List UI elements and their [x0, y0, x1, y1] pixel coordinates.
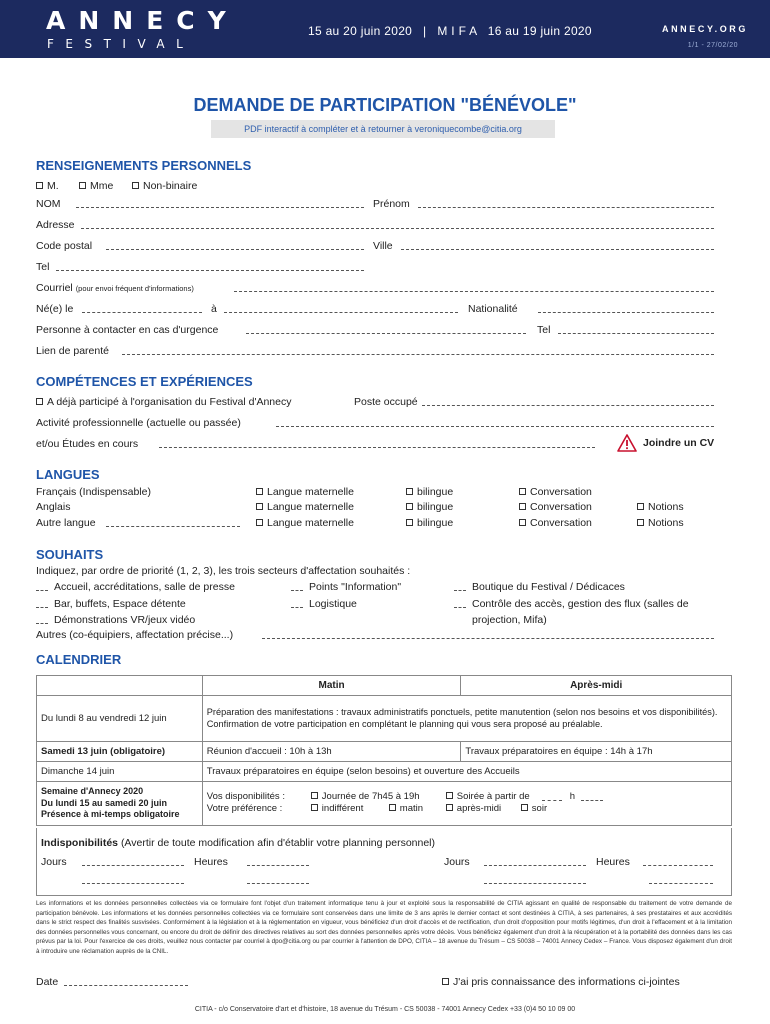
wishes-row: [36, 613, 736, 627]
wishes-row: [36, 597, 736, 611]
birthdate-label: Né(e) le: [36, 303, 74, 315]
checkbox[interactable]: [36, 398, 43, 405]
option-apres-midi[interactable]: après-midi: [446, 803, 501, 814]
birth-row: [36, 302, 736, 316]
priority-field[interactable]: [291, 607, 303, 608]
language-row: [36, 485, 736, 499]
postal-row: [36, 239, 736, 253]
checkbox[interactable]: [311, 804, 318, 811]
participated-row: [36, 395, 736, 409]
checkbox[interactable]: [311, 792, 318, 799]
other-language-field[interactable]: [106, 526, 240, 527]
adresse-label: Adresse: [36, 219, 75, 231]
courriel-field[interactable]: [234, 291, 714, 292]
option-conversation[interactable]: Conversation: [519, 516, 592, 530]
courriel-label: Courriel (pour envoi fréquent d'informations): [36, 282, 194, 294]
jours-field[interactable]: [82, 883, 184, 884]
heures-label: Heures: [596, 856, 630, 868]
option-indifferent[interactable]: indifférent: [311, 803, 364, 814]
section-personal: RENSEIGNEMENTS PERSONNELS: [36, 158, 252, 173]
page-title: DEMANDE DE PARTICIPATION "BÉNÉVOLE": [193, 95, 577, 115]
studies-label: et/ou Études en cours: [36, 438, 139, 450]
checkbox[interactable]: [519, 488, 526, 495]
page-subtitle: PDF interactif à compléter et à retourner à veroniquecombe@citia.org: [211, 120, 555, 138]
soiree-hour-field[interactable]: [542, 800, 562, 801]
emergency-tel-field[interactable]: [558, 333, 714, 334]
checkbox[interactable]: [406, 503, 413, 510]
sector-label: Boutique du Festival / Dédicaces: [472, 581, 625, 593]
festival-dates: 15 au 20 juin 2020 | M I F A 16 au 19 juin 2020: [308, 24, 592, 38]
signature-row: [36, 975, 736, 989]
civility-row: [36, 179, 736, 193]
table-header-row: [37, 676, 732, 696]
checkbox[interactable]: [519, 503, 526, 510]
legal-notice: Les informations et les données personnelles collectées via ce formulaire font l'objet d'un traitement informatique tenu à jour et exploité sous la responsabilité de CITIA agissant en qualité de responsable du traitement de votre demande de participation bénévole. Les informations et les données personnelles collectées via ce formulaire sont conservées dans une limite de 3 ans après le dernier contact et sont destinées à CITIA, à ses partenaires, à ses prestataires et aux accrédités dans le strict respect des finalités susvisées. Conformément à la législation et à la réglementation en vigueur, vous bénéficiez d'un droit d'accès et de rectification, d'un droit d'opposition pour motifs légitimes, d'un droit à l'effacement et à la limitation des données personnelles vous concernant, ou encore du droit de définir des directives relatives au sort des données personnelles après votre décès. Vous bénéficiez également d'un droit à la récupération et à la portabilité des données dans les cas prévus par la loi. Pour l'exercice de ces droits, veuillez nous contacter par courriel à dpo@citia.org ou par courrier à l'attention de DPO, CITIA – 18 avenue du Trésum – CS 50038 – 74001 Annecy Cedex – France. Vous disposez également d'un droit à introduire une réclamation auprès de la CNIL.: [36, 900, 732, 955]
unavailability-row: [41, 873, 731, 887]
hour-unit: h: [569, 790, 576, 802]
header-bar: [0, 0, 770, 58]
participated-option[interactable]: A déjà participé à l'organisation du Festival d'Annecy: [36, 395, 292, 409]
name-row: [36, 197, 736, 211]
postal-field[interactable]: [106, 249, 364, 250]
checkbox[interactable]: [256, 519, 263, 526]
website-link[interactable]: ANNECY.ORG: [661, 24, 748, 34]
civility-mme[interactable]: Mme: [79, 179, 113, 193]
option-bilingual[interactable]: bilingue: [406, 500, 453, 514]
section-languages: LANGUES: [36, 467, 100, 482]
unavailability-title: Indisponibilités (Avertir de toute modification afin d'établir votre planning personnel): [41, 837, 436, 849]
heures-field[interactable]: [247, 883, 309, 884]
language-row: [36, 516, 736, 530]
sector-label: Logistique: [309, 598, 357, 610]
option-bilingual[interactable]: bilingue: [406, 516, 453, 530]
email-row: [36, 281, 736, 295]
tel-field[interactable]: [56, 270, 364, 271]
birthplace-field[interactable]: [224, 312, 458, 313]
row-label: Dimanche 14 juin: [37, 762, 203, 782]
nationality-field[interactable]: [538, 312, 714, 313]
checkbox[interactable]: [256, 503, 263, 510]
nationality-label: Nationalité: [468, 303, 518, 315]
row-matin: Réunion d'accueil : 10h à 13h: [202, 742, 461, 762]
relation-field[interactable]: [122, 354, 714, 355]
table-row: [37, 742, 732, 762]
emergency-row: [36, 323, 736, 337]
activity-row: [36, 416, 736, 430]
unavailability-row: [41, 855, 731, 869]
option-conversation[interactable]: Conversation: [519, 500, 592, 514]
checkbox[interactable]: [637, 503, 644, 510]
corner-cell: [37, 676, 203, 696]
option-soiree[interactable]: Soirée à partir de: [446, 791, 530, 802]
checkbox[interactable]: [36, 182, 43, 189]
heures-field[interactable]: [643, 865, 713, 866]
option-matin[interactable]: matin: [389, 803, 423, 814]
table-row: [37, 762, 732, 782]
language-row: [36, 500, 736, 514]
logo-annecy: ANNECY: [46, 6, 239, 35]
checkbox[interactable]: [256, 488, 263, 495]
jours-label: Jours: [444, 856, 470, 868]
activity-label: Activité professionnelle (actuelle ou passée): [36, 417, 241, 429]
option-journee[interactable]: Journée de 7h45 à 19h: [311, 791, 420, 802]
postal-label: Code postal: [36, 240, 93, 252]
studies-row: [36, 437, 606, 451]
language-name: Français (Indispensable): [36, 486, 151, 498]
checkbox[interactable]: [79, 182, 86, 189]
checkbox[interactable]: [521, 804, 528, 811]
option-native[interactable]: Langue maternelle: [256, 516, 354, 530]
priority-field[interactable]: [454, 607, 466, 608]
sector-label: Bar, buffets, Espace détente: [54, 598, 186, 610]
section-wishes: SOUHAITS: [36, 547, 104, 562]
priority-field[interactable]: [36, 623, 48, 624]
studies-field[interactable]: [159, 447, 595, 448]
activity-field[interactable]: [276, 426, 714, 427]
civility-nb[interactable]: Non-binaire: [132, 179, 197, 193]
section-calendar: CALENDRIER: [36, 652, 122, 667]
prenom-field[interactable]: [418, 207, 714, 208]
checkbox[interactable]: [389, 804, 396, 811]
calendar-table: [36, 675, 732, 826]
sector-label: Démonstrations VR/jeux vidéo: [54, 614, 196, 626]
date-field[interactable]: [64, 985, 188, 986]
other-wishes-row: [36, 628, 736, 642]
adresse-field[interactable]: [81, 228, 714, 229]
option-native[interactable]: Langue maternelle: [256, 500, 354, 514]
sector-label: Points "Information": [309, 581, 402, 593]
wishes-row: [36, 580, 736, 594]
option-bilingual[interactable]: bilingue: [406, 485, 453, 499]
emergency-tel-label: Tel: [537, 324, 551, 336]
acknowledge-option[interactable]: J'ai pris connaissance des informations ci-jointes: [442, 975, 680, 989]
ville-label: Ville: [373, 240, 393, 252]
checkbox[interactable]: [406, 519, 413, 526]
wishes-intro: Indiquez, par ordre de priorité (1, 2, 3), les trois secteurs d'affectation souhaités :: [36, 565, 411, 577]
row-label: Samedi 13 juin (obligatoire): [37, 742, 203, 762]
birthdate-field[interactable]: [82, 312, 202, 313]
row-label: Du lundi 8 au vendredi 12 juin: [37, 696, 203, 742]
jours-field[interactable]: [484, 883, 586, 884]
availability-cell: [202, 782, 731, 826]
relation-row: [36, 344, 736, 358]
nom-field[interactable]: [76, 207, 364, 208]
header-matin: Matin: [202, 676, 461, 696]
priority-field[interactable]: [291, 590, 303, 591]
birthplace-label: à: [211, 303, 217, 315]
option-notions[interactable]: Notions: [637, 516, 684, 530]
other-wishes-label: Autres (co-équipiers, affectation précise...): [36, 629, 234, 641]
nom-label: NOM: [36, 198, 61, 210]
priority-field[interactable]: [36, 607, 48, 608]
checkbox[interactable]: [519, 519, 526, 526]
civility-m[interactable]: M.: [36, 179, 59, 193]
row-text: Travaux préparatoires en équipe (selon besoins) et ouverture des Accueils: [202, 762, 731, 782]
option-notions[interactable]: Notions: [637, 500, 684, 514]
sector-label: Contrôle des accès, gestion des flux (salles de: [472, 598, 689, 610]
table-row: [37, 782, 732, 826]
date-label: Date: [36, 976, 59, 988]
sector-label-continued: projection, Mifa): [472, 614, 547, 626]
soiree-minute-field[interactable]: [581, 800, 603, 801]
logo-festival: FESTIVAL: [47, 37, 195, 51]
footer-address: CITIA - c/o Conservatoire d'art et d'histoire, 18 avenue du Trésum - CS 50038 - 74001 Annecy Cedex +33 (0)4 50 10 09 00: [194, 1006, 576, 1013]
tel-label: Tel: [36, 261, 50, 273]
table-row: [37, 696, 732, 742]
checkbox[interactable]: [446, 792, 453, 799]
heures-field[interactable]: [247, 865, 309, 866]
other-wishes-field[interactable]: [262, 638, 714, 639]
page-info: 1/1 - 27/02/20: [687, 42, 738, 49]
unavailability-box: [36, 828, 732, 896]
attach-cv-button[interactable]: Joindre un CV: [643, 437, 715, 449]
checkbox[interactable]: [446, 804, 453, 811]
option-native[interactable]: Langue maternelle: [256, 485, 354, 499]
emergency-field[interactable]: [246, 333, 526, 334]
option-conversation[interactable]: Conversation: [519, 485, 592, 499]
priority-field[interactable]: [454, 590, 466, 591]
heures-label: Heures: [194, 856, 228, 868]
poste-label: Poste occupé: [354, 396, 418, 408]
row-aprem: Travaux préparatoires en équipe : 14h à 17h: [461, 742, 732, 762]
dispo-label: Vos disponibilités :: [206, 790, 285, 802]
ville-field[interactable]: [401, 249, 714, 250]
address-row: [36, 218, 736, 232]
row-label: Semaine d'Annecy 2020 Du lundi 15 au samedi 20 juin Présence à mi-temps obligatoire: [37, 782, 203, 826]
jours-field[interactable]: [484, 865, 586, 866]
prenom-label: Prénom: [373, 198, 410, 210]
language-name: Anglais: [36, 501, 71, 513]
checkbox[interactable]: [442, 978, 449, 985]
checkbox[interactable]: [132, 182, 139, 189]
checkbox[interactable]: [637, 519, 644, 526]
jours-field[interactable]: [82, 865, 184, 866]
pref-label: Votre préférence :: [206, 802, 283, 814]
courriel-note: (pour envoi fréquent d'informations): [75, 284, 194, 293]
row-text: Préparation des manifestations : travaux administratifs ponctuels, petite manutention (selon nos besoins et vos disponibilités). Confirmation de votre participation en complétant le planning qui vous sera proposé au préalable.: [202, 696, 731, 742]
checkbox[interactable]: [406, 488, 413, 495]
language-name: Autre langue: [36, 517, 96, 529]
tel-row: [36, 260, 736, 274]
option-soir[interactable]: soir: [521, 803, 547, 814]
section-skills: COMPÉTENCES ET EXPÉRIENCES: [36, 374, 253, 389]
relation-label: Lien de parenté: [36, 345, 109, 357]
warning-icon: [617, 434, 637, 452]
sector-label: Accueil, accréditations, salle de presse: [54, 581, 235, 593]
header-apres-midi: Après-midi: [461, 676, 732, 696]
priority-field[interactable]: [36, 590, 48, 591]
emergency-label: Personne à contacter en cas d'urgence: [36, 324, 219, 336]
jours-label: Jours: [41, 856, 67, 868]
poste-field[interactable]: [422, 405, 714, 406]
heures-field[interactable]: [649, 883, 713, 884]
